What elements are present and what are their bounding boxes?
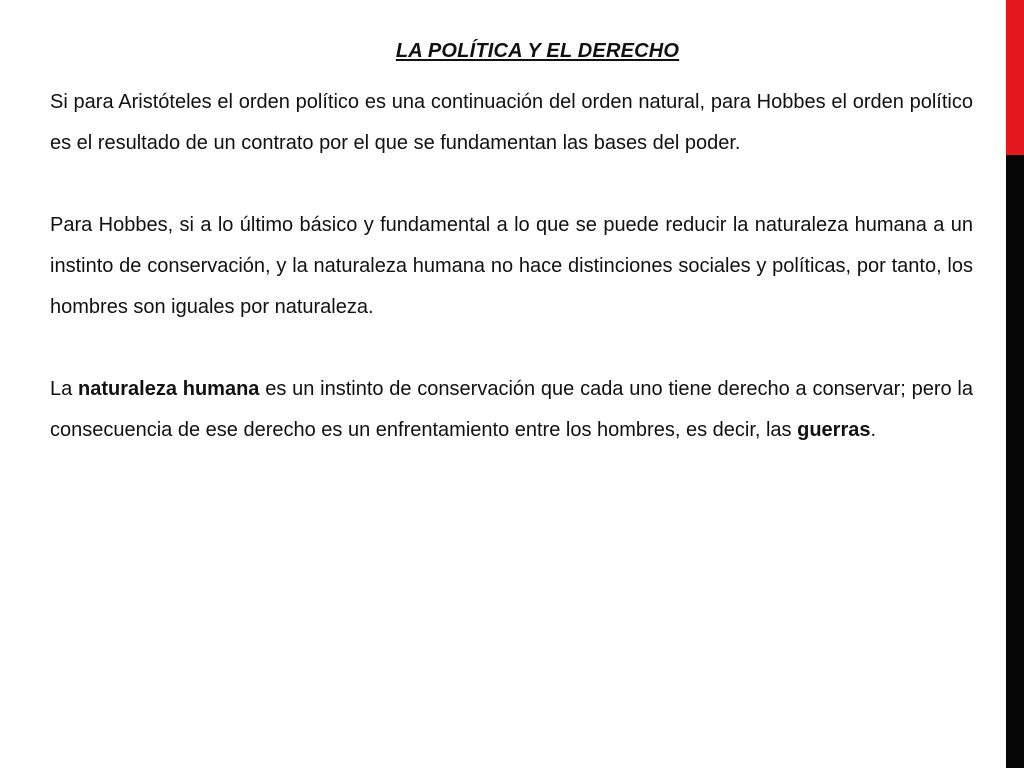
- slide-body: [50, 82, 973, 451]
- emphasis-naturaleza-humana: naturaleza humana: [78, 378, 260, 400]
- paragraph-hobbes-naturaleza: Para Hobbes, si a lo último básico y fundamental a lo que se puede reducir la naturaleza humana a un instinto de conservación, y la naturaleza humana no hace distinciones sociales y políticas, por tanto, los hombres son iguales por naturaleza.: [50, 214, 973, 318]
- paragraph-naturaleza-humana: [50, 369, 973, 451]
- slide-title: LA POLÍTICA Y EL DERECHO: [395, 40, 680, 62]
- emphasis-guerras: guerras: [797, 419, 871, 441]
- paragraph-3-text-start: La: [50, 378, 79, 400]
- paragraph-3-text-end: .: [870, 419, 877, 441]
- red-accent-bar: [1006, 0, 1024, 155]
- paragraph-aristoteles-hobbes: Si para Aristóteles el orden político es una continuación del orden natural, para Hobbes el orden político es el resultado de un contrato por el que se fundamentan las bases del poder.: [50, 91, 973, 154]
- paragraph-3-text-middle: es un instinto de conservación que cada uno tiene derecho a conservar; pero la consecuencia de ese derecho es un enfrentamiento entre los hombres, es decir, las: [50, 378, 973, 441]
- black-accent-bar: [1006, 155, 1024, 768]
